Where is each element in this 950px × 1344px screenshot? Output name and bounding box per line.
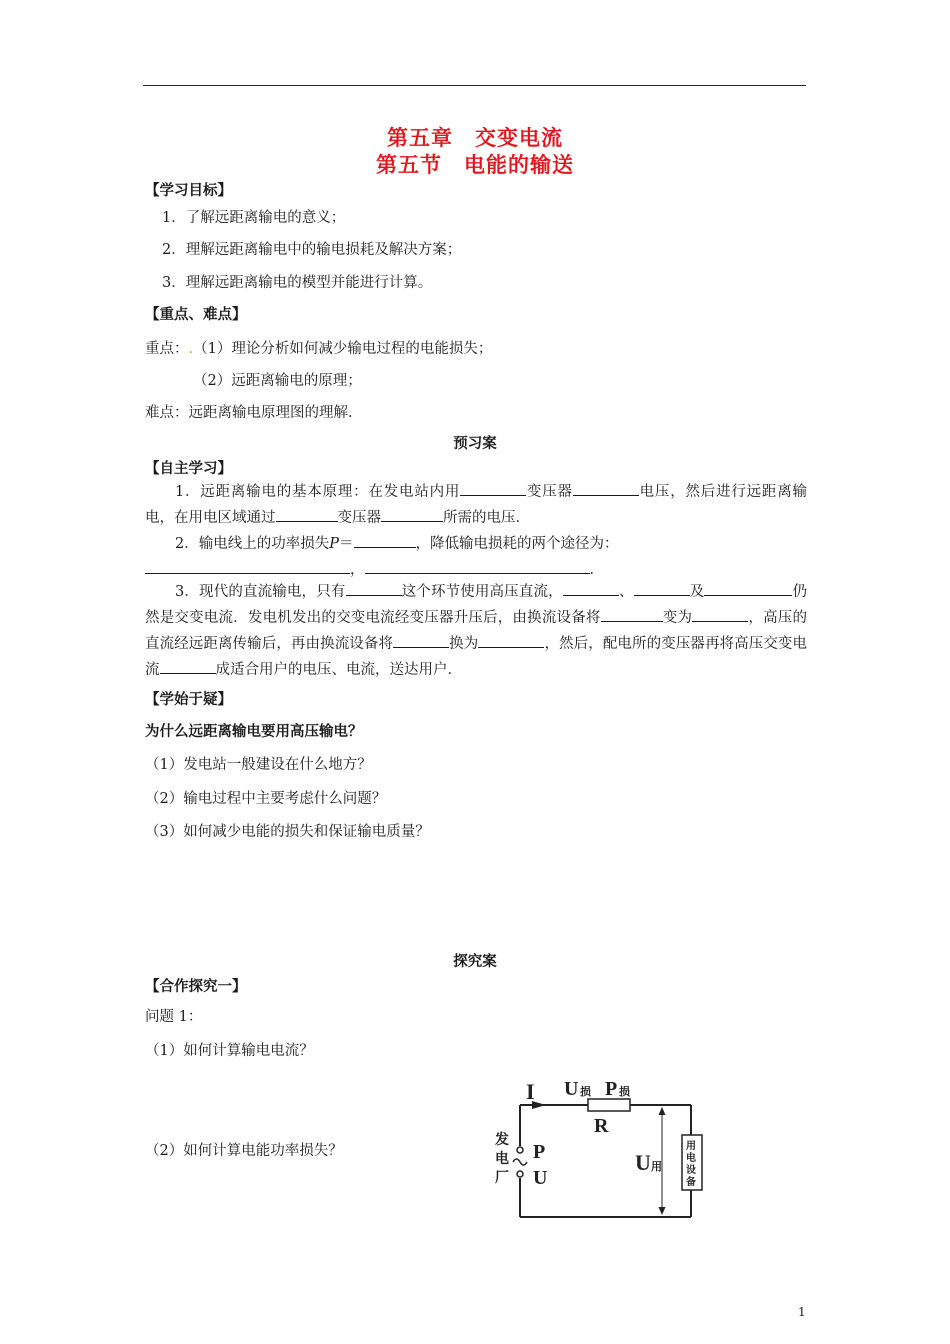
objective-item-3: 3．理解远距离输电的模型并能进行计算。 — [162, 275, 433, 291]
q2-text-a: 2．输电线上的功率损失 — [175, 536, 330, 552]
q1-text-a: 1．远距离输电的基本原理：在发电站内用 — [175, 484, 461, 500]
device-char-2: 电 — [686, 1153, 696, 1164]
q3-text-g: ，高压的直流经远距离传输后，再由换流设备将 — [145, 610, 808, 652]
q2-text-b: ，降低输电损耗的两个途径为： — [415, 536, 619, 552]
fill-blank[interactable] — [145, 558, 350, 574]
explore-heading: 探究案 — [453, 954, 497, 970]
fill-blank[interactable] — [634, 580, 690, 596]
section-title: 第五节 电能的输送 — [376, 153, 574, 177]
key-label: 重点： — [145, 341, 189, 357]
fill-blank[interactable] — [460, 480, 526, 496]
fill-blank[interactable] — [381, 506, 443, 522]
q3-text-i: ，然后，配电所的变压器再将高压交变电流 — [145, 636, 808, 678]
user-voltage-label: U — [635, 1150, 651, 1175]
difficulty: 难点：远距离输电原理图的理解． — [145, 405, 363, 421]
q3-text-a: 3．现代的直流输电，只有 — [175, 584, 346, 600]
transmission-circuit-diagram — [480, 1070, 720, 1230]
plant-char-1: 发 — [495, 1132, 509, 1148]
objectives-heading: 【学习目标】 — [145, 183, 232, 199]
fill-blank[interactable] — [160, 658, 216, 674]
q2-end: ． — [589, 562, 604, 578]
page-number: 1 — [798, 1305, 806, 1319]
fill-blank[interactable] — [704, 580, 742, 596]
q1-text-e: 所需的电压． — [443, 510, 530, 526]
voltage-loss-label: U — [564, 1078, 579, 1100]
doubt-item-1: （1）发电站一般建设在什么地方？ — [145, 757, 372, 773]
voltage-arrow-up — [659, 1107, 666, 1115]
fill-blank[interactable] — [601, 606, 663, 622]
q3-text-d: 及 — [689, 584, 705, 600]
q1-text-b: 变压器 — [526, 484, 573, 500]
device-char-3: 设 — [686, 1165, 696, 1176]
preview-heading: 预习案 — [453, 436, 497, 452]
ac-source-symbol — [513, 1159, 527, 1165]
keypoints-heading: 【重点、难点】 — [145, 307, 247, 323]
q2-equals: ＝ — [339, 536, 354, 552]
device-char-1: 用 — [686, 1141, 696, 1152]
fill-blank[interactable] — [692, 606, 748, 622]
self-study-heading: 【自主学习】 — [145, 461, 232, 477]
preview-question-1 — [145, 479, 807, 531]
source-voltage-label: U — [533, 1167, 548, 1189]
q3-text-b: 这个环节使用高压直流， — [401, 584, 563, 600]
objective-item-1: 1．了解远距离输电的意义； — [162, 210, 346, 226]
doubts-question: 为什么远距离输电要用高压输电？ — [145, 724, 363, 740]
fill-blank[interactable] — [354, 532, 416, 548]
current-label: I — [526, 1079, 535, 1104]
q1-text-c: 电压，然后进行远距离输电，在用电区域通过 — [145, 484, 808, 526]
fill-blank[interactable] — [346, 580, 402, 596]
plant-char-3: 厂 — [495, 1170, 509, 1186]
doubt-item-2: （2）输电过程中主要考虑什么问题？ — [145, 791, 387, 807]
preview-question-3 — [145, 579, 807, 683]
fill-blank[interactable] — [573, 480, 639, 496]
doubts-heading: 【学始于疑】 — [145, 692, 232, 708]
source-power-label: P — [533, 1141, 546, 1163]
q2-separator: ， — [350, 562, 365, 578]
fill-blank[interactable] — [365, 558, 590, 574]
terminal-bottom — [517, 1171, 523, 1177]
key-point-2: （2）远距离输电的原理； — [193, 373, 362, 389]
q2-symbol-p: P — [329, 536, 339, 552]
objective-item-2: 2．理解远距离输电中的输电损耗及解决方案； — [162, 242, 462, 258]
chapter-title: 第五章 交变电流 — [387, 126, 563, 150]
voltage-loss-subscript: 损 — [580, 1085, 591, 1098]
q3-text-h: 换为 — [449, 636, 479, 652]
q3-text-j: 成适合用户的电压、电流，送达用户． — [215, 662, 462, 678]
q3-text-c: 、 — [618, 584, 634, 600]
explore-question-1: （1）如何计算输电电流？ — [145, 1043, 314, 1059]
doubt-item-3: （3）如何减少电能的损失和保证输电质量？ — [145, 824, 430, 840]
fill-blank[interactable] — [276, 506, 338, 522]
header-rule — [143, 85, 806, 86]
terminal-top — [517, 1147, 523, 1153]
explore-question-2: （2）如何计算电能功率损失？ — [145, 1143, 343, 1159]
key-point-1-text: （1）理论分析如何减少输电过程的电能损失； — [193, 341, 493, 357]
coop-heading: 【合作探究一】 — [145, 979, 247, 995]
resistor-label: R — [594, 1115, 609, 1137]
power-loss-subscript: 损 — [619, 1085, 630, 1098]
voltage-arrow-down — [659, 1207, 666, 1215]
q3-text-f: 变为 — [662, 610, 693, 626]
power-loss-label: P — [605, 1078, 618, 1100]
fill-blank[interactable] — [393, 632, 449, 648]
dot-mark: . — [188, 341, 194, 357]
device-char-4: 备 — [686, 1177, 696, 1188]
fill-blank[interactable] — [742, 580, 792, 596]
preview-question-2 — [145, 531, 807, 583]
q1-text-d: 变压器 — [337, 510, 381, 526]
user-voltage-subscript: 用 — [651, 1160, 662, 1173]
plant-char-2: 电 — [495, 1151, 509, 1167]
q3-text-e: 仍然是交变电流．发电机发出的交变电流经变压器升压后，由换流设备将 — [145, 584, 808, 626]
resistor — [588, 1099, 630, 1111]
fill-blank[interactable] — [478, 632, 544, 648]
problem-label: 问题 1： — [145, 1009, 203, 1025]
key-point-1 — [145, 337, 492, 358]
fill-blank[interactable] — [563, 580, 619, 596]
